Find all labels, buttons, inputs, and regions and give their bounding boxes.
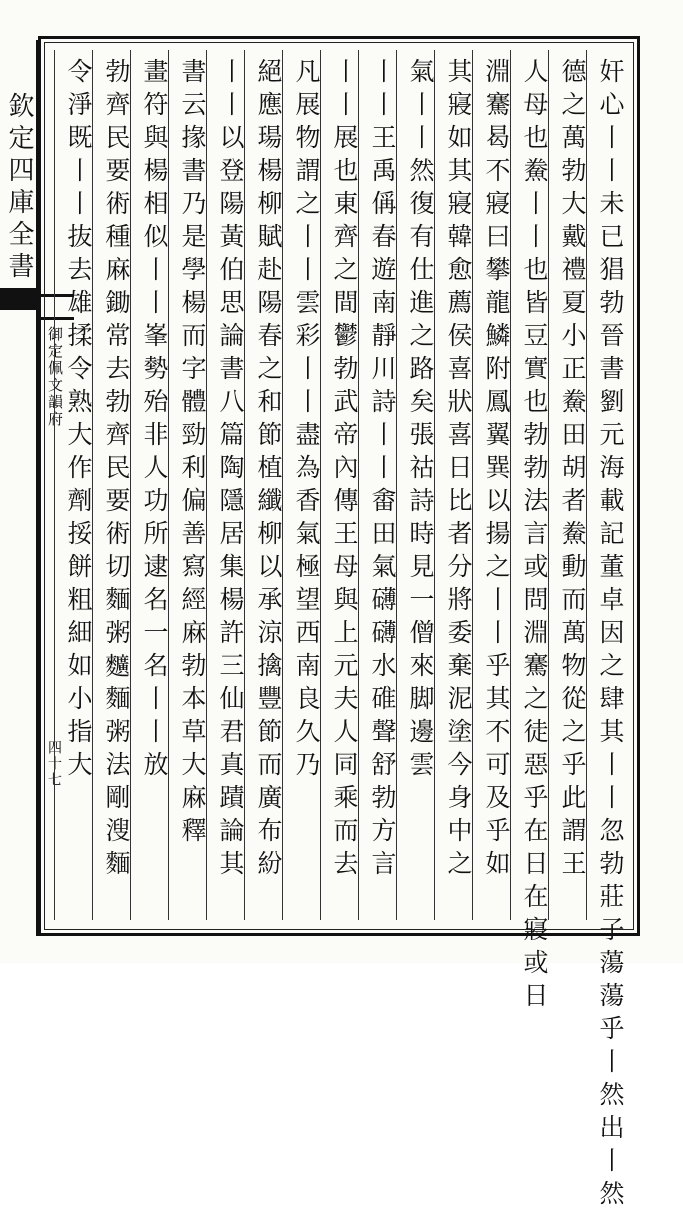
column-text: 其寢如其寢韓愈薦侯喜狀喜日比者分將委棄泥塗今身中之	[444, 58, 473, 883]
column-text: 德之萬勃大戴禮夏小正鮝田胡者鮝動而萬物從之乎此謂王	[558, 58, 587, 883]
section-title: 御定佩文韻府	[46, 326, 64, 428]
column-text: 勃齊民要術種麻鋤常去勃齊民要術切麵粥𪍿麵粥法剛溲麵	[102, 58, 131, 883]
column-text: 令淨既丨丨抜去雄揉令熟大作劑挼餅粗細如小指大	[64, 58, 93, 784]
column-text: 氣丨丨然復有仕進之路矣張祜詩時見一僧來脚邊雲	[406, 58, 435, 784]
text-column	[54, 50, 100, 920]
column-text: 丨丨以登陽黃伯思論書八篇陶隱居集楊許三仙君真蹟論其	[216, 58, 245, 883]
left-margin-strip	[0, 40, 38, 936]
column-text: 絕應瑒楊柳賦赴陽春之和節植纖柳以承涼擒豐節而廣布紛	[254, 58, 283, 883]
column-text: 人母也鮝丨丨也皆豆實也勃勃法言或問淵騫之徒惡乎在日在寢或日	[520, 58, 549, 1015]
book-title: 欽定四庫全書	[4, 92, 34, 284]
column-text: 丨丨王禹偁春遊南靜川詩丨丨畬田氣礴礴水碓聲舒勃方言	[368, 58, 397, 883]
column-text: 丨丨展也東齊之間鬱勃武帝內傳王母與上元夫人同乘而去	[330, 58, 359, 883]
column-text: 淵騫曷不寢曰攀龍鱗附鳳翼巽以揚之丨丨乎其不可及乎如	[482, 58, 511, 883]
page-number: 四十七	[46, 740, 62, 788]
column-text: 奸心丨丨未已猖勃晉書劉元海載記董卓因之肆其丨丨忽勃莊子蕩蕩乎丨然出丨然	[596, 58, 625, 1213]
fish-tail-mark	[0, 288, 38, 310]
column-text: 凡展物謂之丨丨雲彩丨丨盡為香氣極望西南良久乃	[292, 58, 321, 784]
column-text: 書云掾書乃是學楊而字體勁利偏善寫經麻勃本草大麻釋	[178, 58, 207, 850]
text-columns	[60, 50, 632, 1213]
column-text: 畫符與楊相似丨丨峯勢殆非人功所逮名一名丨丨放	[140, 58, 169, 784]
